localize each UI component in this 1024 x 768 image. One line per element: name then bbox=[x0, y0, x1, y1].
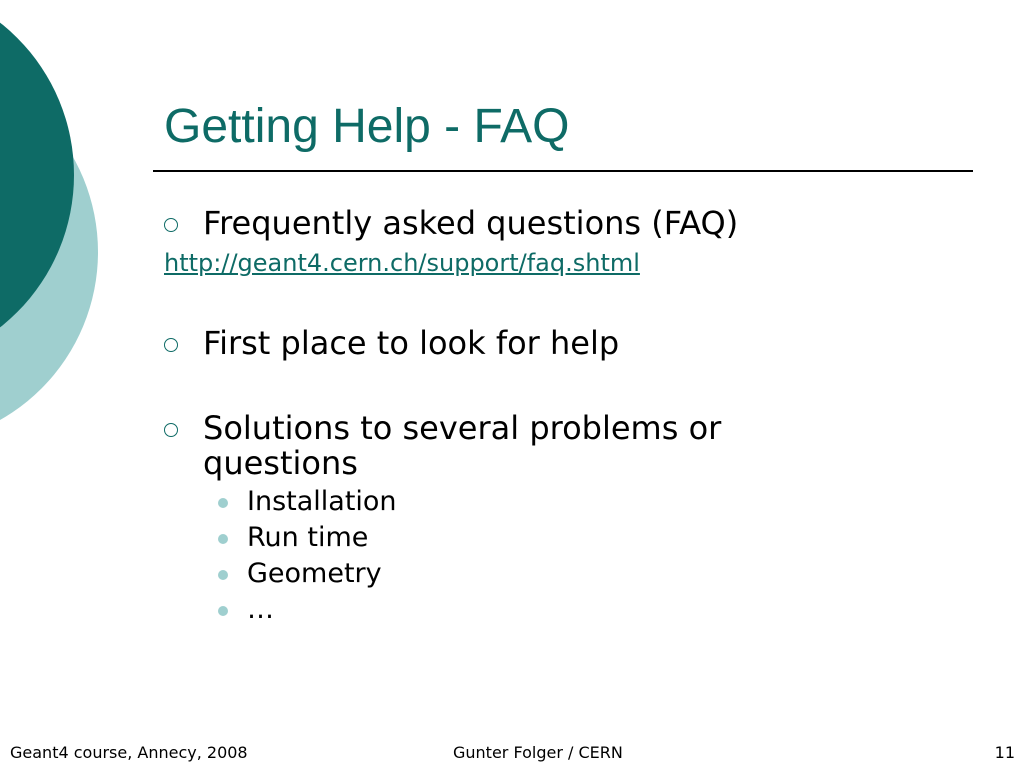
title-divider bbox=[153, 170, 973, 172]
bullet-text-line1: Solutions to several problems or bbox=[203, 409, 722, 447]
sub-bullet-text: Run time bbox=[247, 522, 369, 553]
sub-bullet-text: … bbox=[247, 594, 274, 625]
filled-dot-bullet-icon bbox=[218, 498, 228, 508]
hollow-circle-bullet-icon bbox=[164, 423, 178, 437]
bullet-text: Frequently asked questions (FAQ) bbox=[203, 204, 739, 242]
sub-bullet-text: Installation bbox=[247, 486, 397, 517]
hollow-circle-bullet-icon bbox=[164, 338, 178, 352]
filled-dot-bullet-icon bbox=[218, 534, 228, 544]
sub-bullet-text: Geometry bbox=[247, 558, 382, 589]
faq-link[interactable]: http://geant4.cern.ch/support/faq.shtml bbox=[164, 249, 640, 277]
filled-dot-bullet-icon bbox=[218, 570, 228, 580]
bullet-text: First place to look for help bbox=[203, 324, 620, 362]
footer-author: Gunter Folger / CERN bbox=[453, 743, 623, 762]
filled-dot-bullet-icon bbox=[218, 606, 228, 616]
hollow-circle-bullet-icon bbox=[164, 218, 178, 232]
slide-title: Getting Help - FAQ bbox=[164, 100, 570, 153]
bullet-text-line2: questions bbox=[203, 444, 358, 482]
footer-page-number: 11 bbox=[994, 743, 1015, 762]
decorative-circles bbox=[0, 0, 110, 420]
footer-course: Geant4 course, Annecy, 2008 bbox=[10, 743, 248, 762]
